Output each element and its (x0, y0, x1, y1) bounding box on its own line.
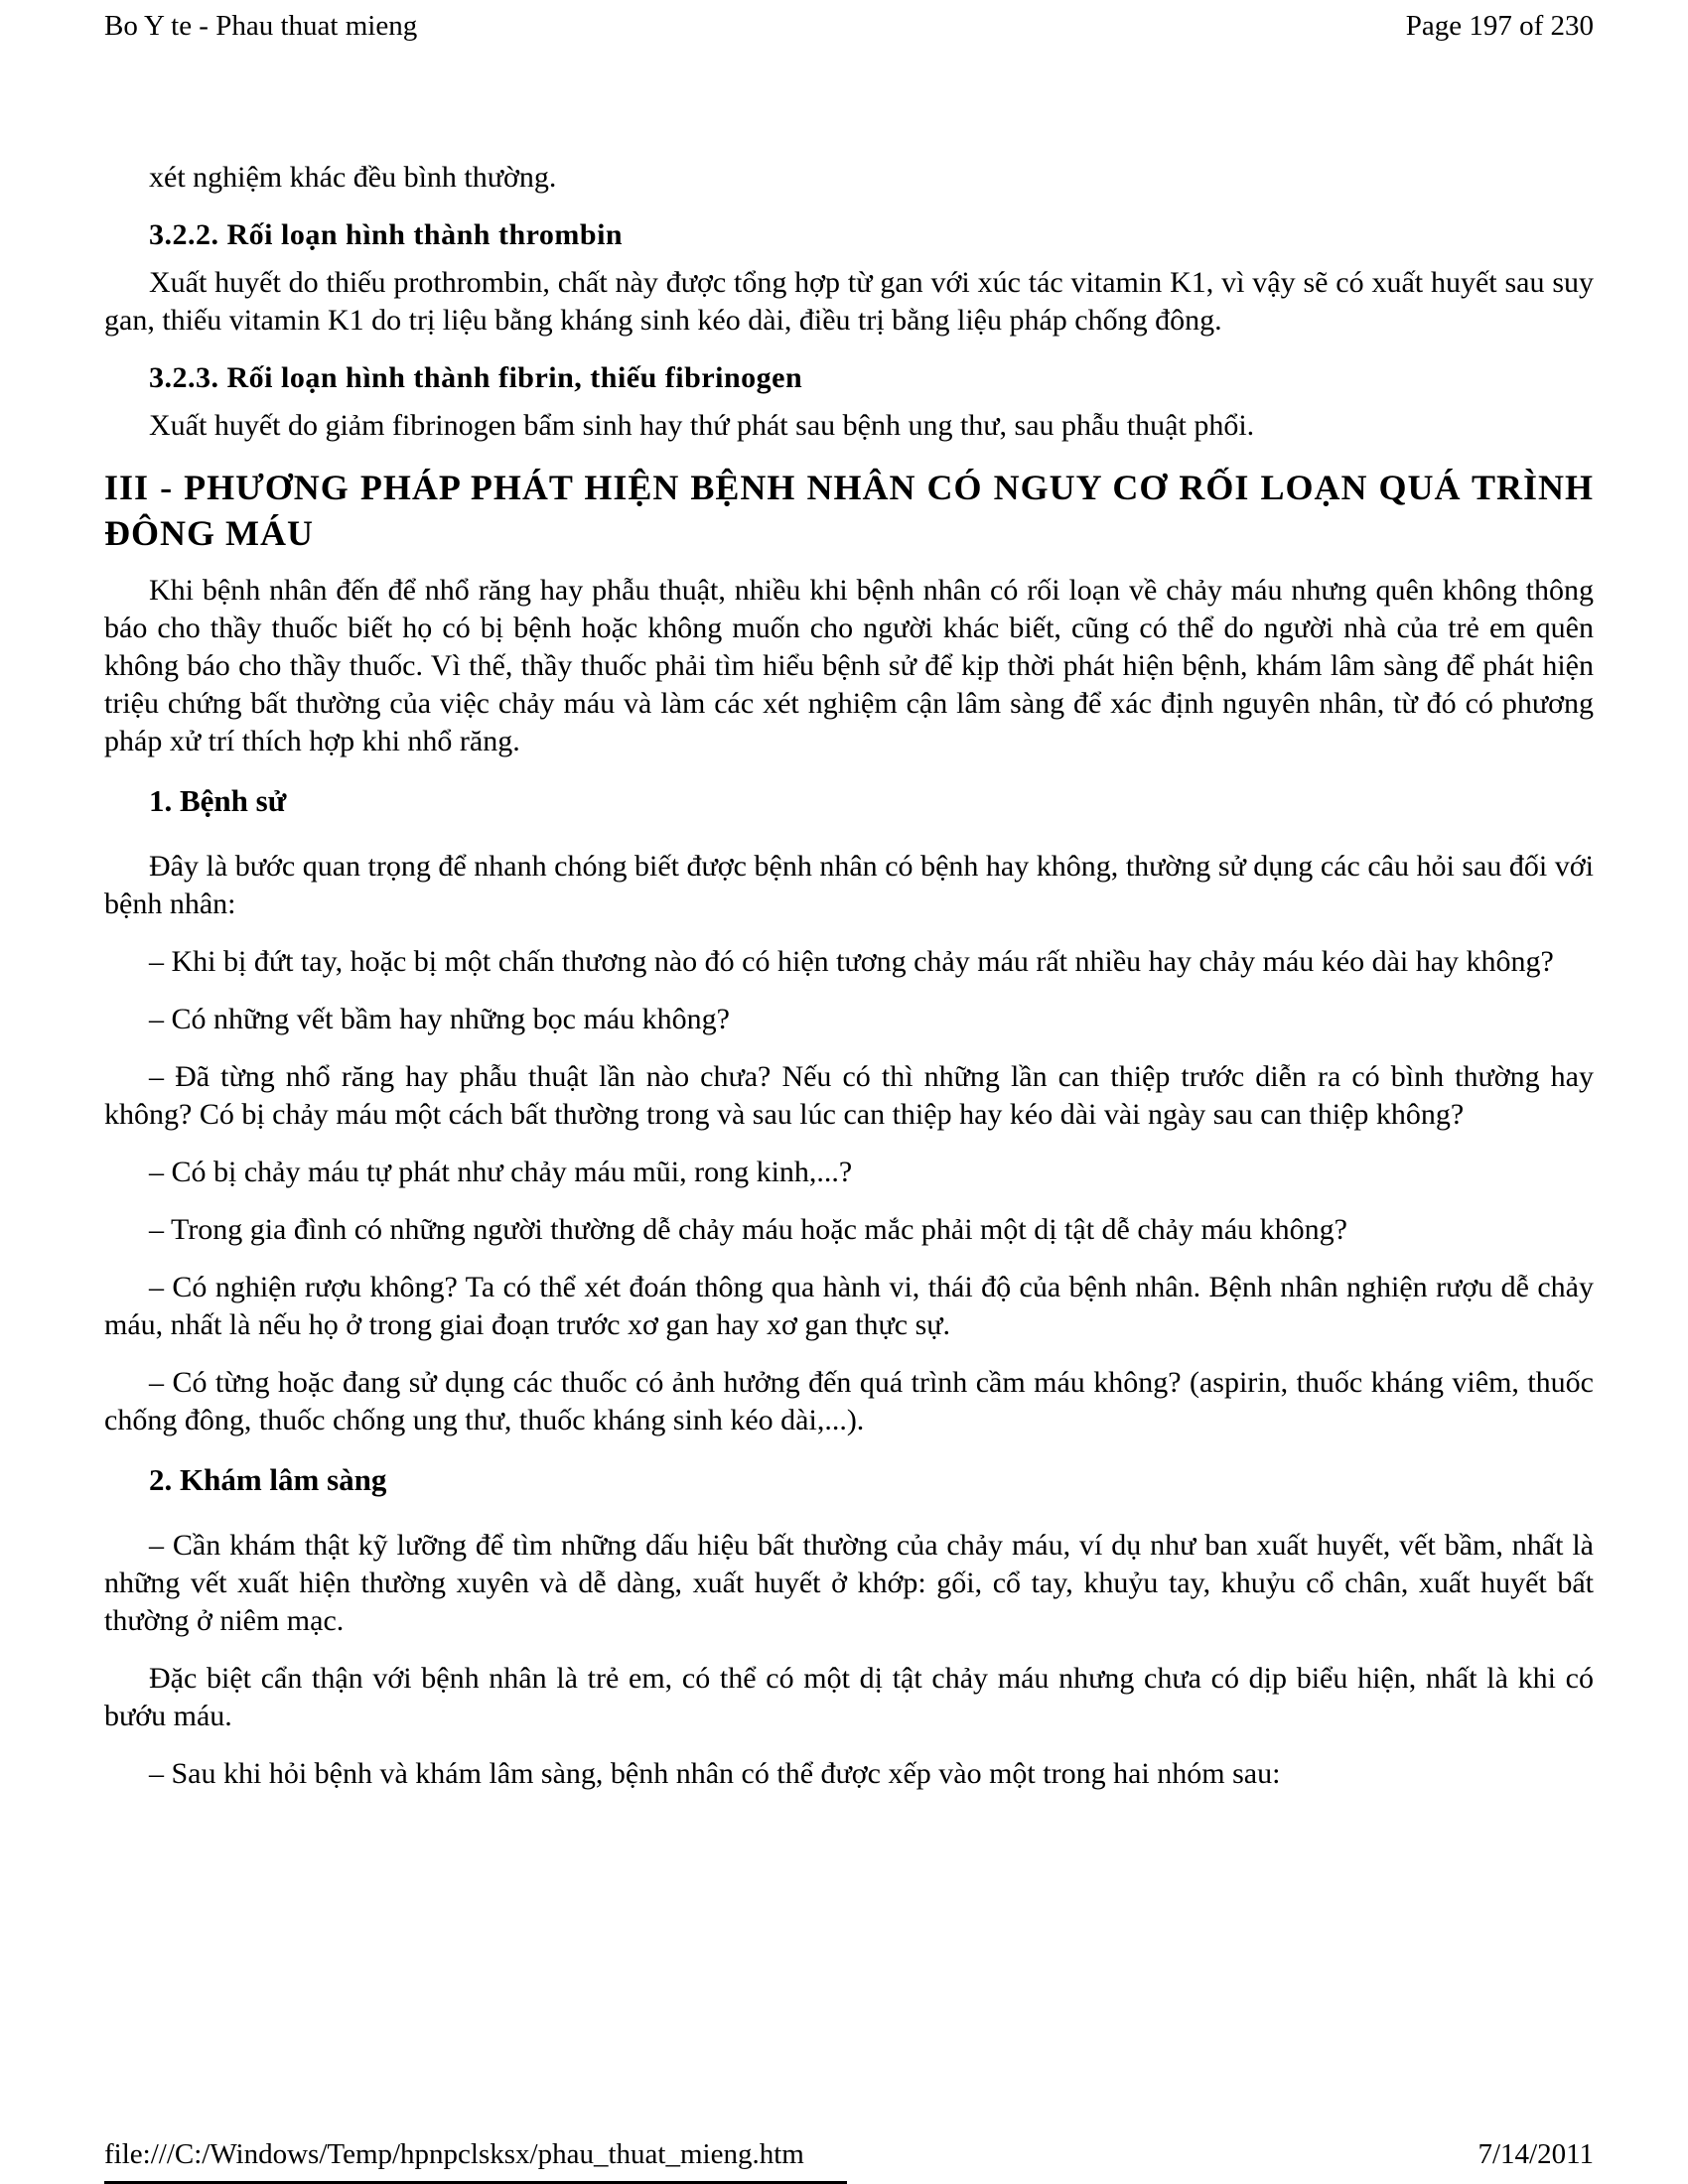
document-title: Bo Y te - Phau thuat mieng (104, 10, 418, 42)
paragraph-fibrin: Xuất huyết do giảm fibrinogen bẩm sinh hay thứ phát sau bệnh ung thư, sau phẫu thuật phổi. (149, 409, 1255, 442)
heading-section-iii (104, 465, 1594, 556)
question-item: – Có những vết bầm hay những bọc máu không? (149, 1003, 730, 1035)
heading-benh-su: 1. Bệnh sử (149, 783, 287, 818)
page-header (0, 0, 1688, 44)
page-footer (0, 2136, 1688, 2172)
page-indicator: Page 197 of 230 (1405, 10, 1594, 42)
paragraph-continuation: xét nghiệm khác đều bình thường. (149, 161, 557, 194)
footer-file-url: file:///C:/Windows/Temp/hpnpclsksx/phau_thuat_mieng.htm (104, 2138, 804, 2170)
question-item: – Có bị chảy máu tự phát như chảy máu mũi, rong kinh,...? (149, 1156, 853, 1188)
footer-date: 7/14/2011 (1477, 2138, 1594, 2170)
paragraph-benh-su-intro: Đây là bước quan trọng để nhanh chóng biết được bệnh nhân có bệnh hay không, thường sử dụng các câu hỏi sau đối với bệnh nhân: (104, 850, 1594, 920)
heading-section-iii-line2: ĐÔNG MÁU (104, 513, 314, 553)
exam-item: Đặc biệt cẩn thận với bệnh nhân là trẻ em, có thể có một dị tật chảy máu nhưng chưa có dịp biểu hiện, nhất là khi có bướu máu. (104, 1662, 1594, 1732)
question-item: – Có từng hoặc đang sử dụng các thuốc có ảnh hưởng đến quá trình cầm máu không? (aspirin, thuốc kháng viêm, thuốc chống đông, thuốc chống ung thư, thuốc kháng sinh kéo dài,...). (104, 1366, 1594, 1436)
exam-item: – Sau khi hỏi bệnh và khám lâm sàng, bệnh nhân có thể được xếp vào một trong hai nhóm sau: (149, 1757, 1281, 1790)
question-item: – Trong gia đình có những người thường dễ chảy máu hoặc mắc phải một dị tật dễ chảy máu không? (149, 1213, 1347, 1246)
heading-3-2-3: 3.2.3. Rối loạn hình thành fibrin, thiếu fibrinogen (149, 361, 803, 394)
heading-3-2-2: 3.2.2. Rối loạn hình thành thrombin (149, 218, 624, 251)
paragraph-section-iii: Khi bệnh nhân đến để nhổ răng hay phẫu thuật, nhiều khi bệnh nhân có rối loạn về chảy máu nhưng quên không thông báo cho thầy thuốc biết họ có bị bệnh hoặc không muốn cho người khác biết, cũng có thể do người nhà của trẻ em quên không báo cho thầy thuốc. Vì thế, thầy thuốc phải tìm hiểu bệnh sử để kịp thời phát hiện bệnh, khám lâm sàng để phát hiện triệu chứng bất thường của việc chảy máu và làm các xét nghiệm cận lâm sàng để xác định nguyên nhân, từ đó có phương pháp xử trí thích hợp khi nhổ răng. (104, 574, 1594, 757)
exam-item: – Cần khám thật kỹ lưỡng để tìm những dấu hiệu bất thường của chảy máu, ví dụ như ban xuất huyết, vết bầm, nhất là những vết xuất hiện thường xuyên và dễ dàng, xuất huyết ở khớp: gối, cổ tay, khuỷu tay, khuỷu cổ chân, xuất huyết bất thường ở niêm mạc. (104, 1529, 1594, 1637)
heading-kham-lam-sang: 2. Khám lâm sàng (149, 1462, 387, 1497)
question-item: – Đã từng nhổ răng hay phẫu thuật lần nào chưa? Nếu có thì những lần can thiệp trước diễn ra có bình thường hay không? Có bị chảy máu một cách bất thường trong và sau lúc can thiệp hay kéo dài vài ngày sau can thiệp không? (104, 1060, 1594, 1131)
heading-section-iii-line1: III - PHƯƠNG PHÁP PHÁT HIỆN BỆNH NHÂN CÓ NGUY CƠ RỐI LOẠN QUÁ TRÌNH (104, 468, 1594, 507)
question-item: – Có nghiện rượu không? Ta có thể xét đoán thông qua hành vi, thái độ của bệnh nhân. Bệnh nhân nghiện rượu dễ chảy máu, nhất là nếu họ ở trong giai đoạn trước xơ gan hay xơ gan thực sự. (104, 1271, 1594, 1341)
question-item: – Khi bị đứt tay, hoặc bị một chấn thương nào đó có hiện tương chảy máu rất nhiều hay chảy máu kéo dài hay không? (149, 945, 1554, 978)
paragraph-thrombin: Xuất huyết do thiếu prothrombin, chất này được tổng hợp từ gan với xúc tác vitamin K1, vì vậy sẽ có xuất huyết sau suy gan, thiếu vitamin K1 do trị liệu bằng kháng sinh kéo dài, điều trị bằng liệu pháp chống đông. (104, 266, 1594, 337)
document-body (0, 44, 1688, 1793)
